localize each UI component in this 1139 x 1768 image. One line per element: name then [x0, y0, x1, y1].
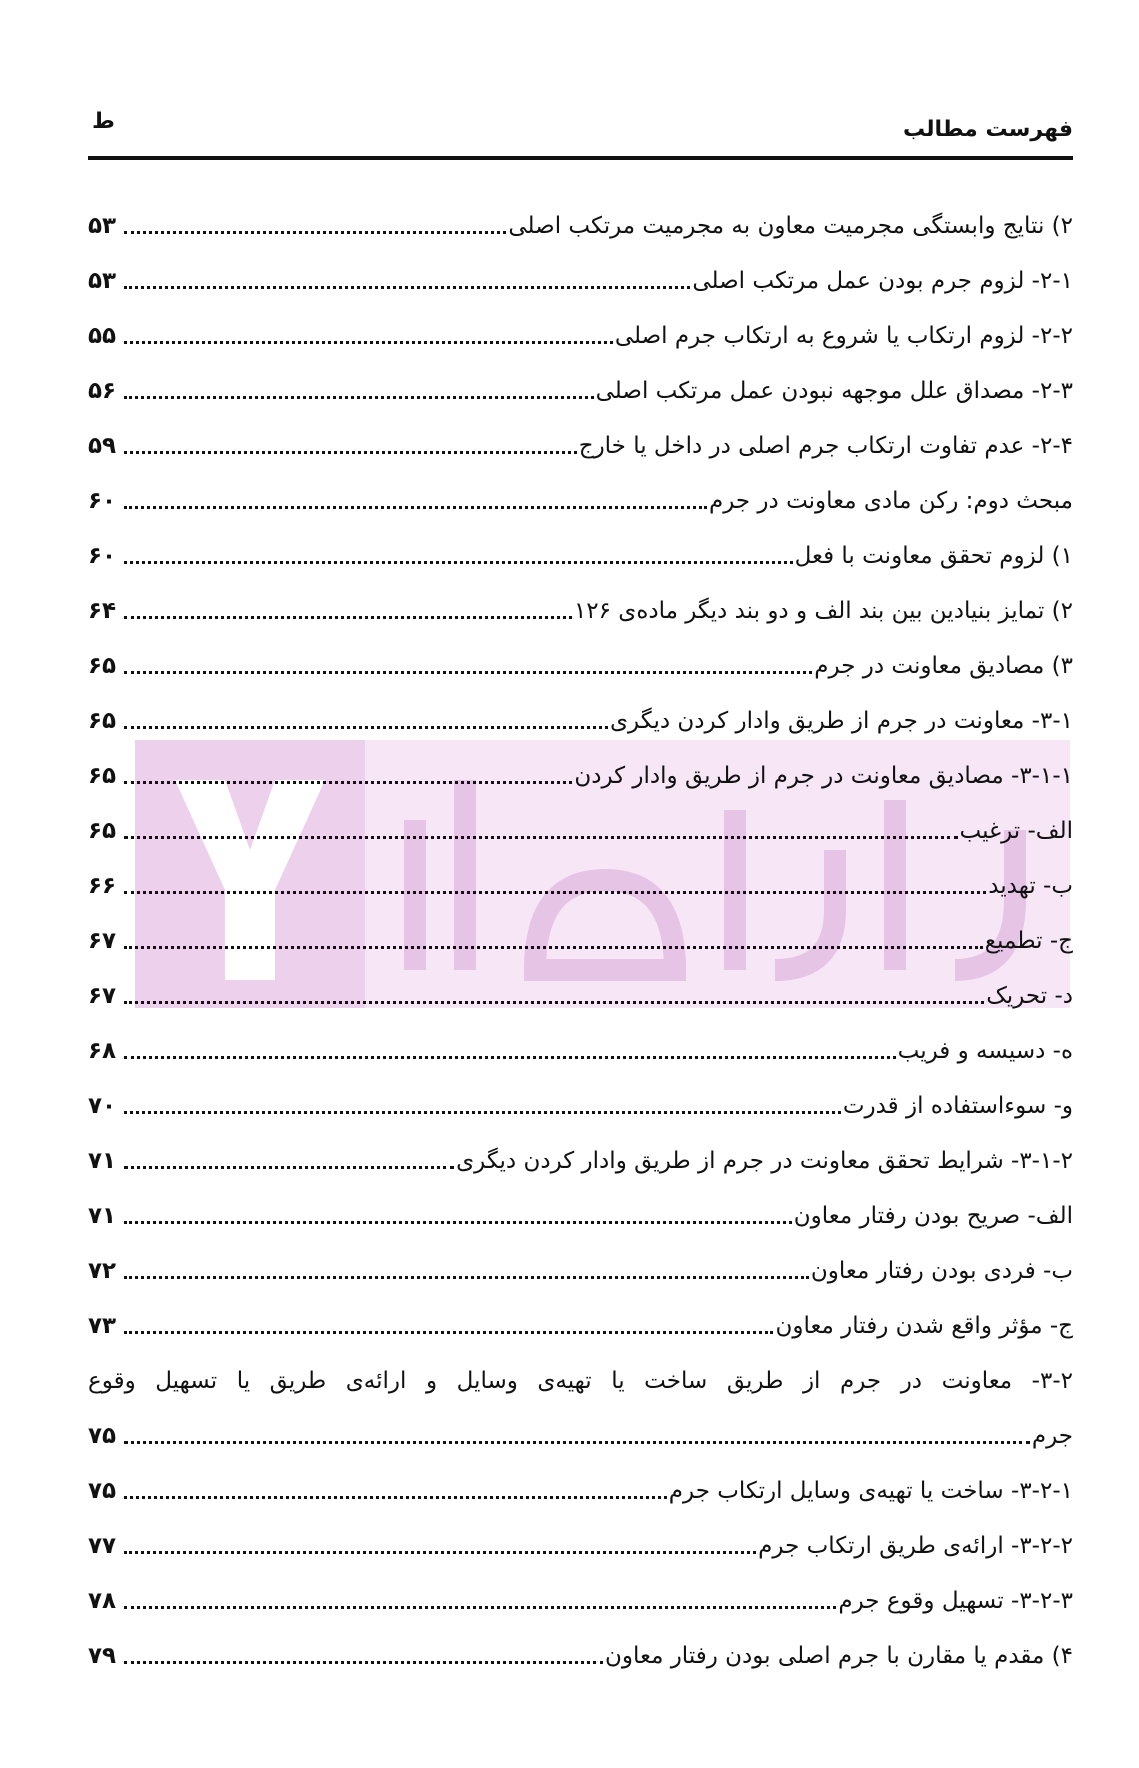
toc-entry-page: ۷۰: [88, 1093, 117, 1119]
toc-entry[interactable]: [88, 351, 1073, 406]
toc-entry-title: ۳-۲-۱- ساخت یا تهیه‌ی وسایل ارتکاب جرم: [668, 1478, 1073, 1504]
toc-entry-title: ۳) مصادیق معاونت در جرم: [814, 653, 1073, 679]
toc-entry-title: ۳-۲-۳- تسهیل وقوع جرم: [838, 1588, 1073, 1614]
toc-leader-dots: [124, 726, 608, 729]
toc-leader-dots: [124, 1551, 756, 1554]
toc-entry-title: ۴) مقدم یا مقارن با جرم اصلی بودن رفتار معاون: [604, 1643, 1073, 1669]
toc-leader-dots: [124, 506, 707, 509]
toc-entry-title: الف- ترغیب: [959, 818, 1073, 844]
toc-entry-page: ۵۶: [88, 378, 117, 404]
toc-entry-title: ب- فردی بودن رفتار معاون: [810, 1258, 1073, 1284]
toc-entry-title: ۳-۲- معاونت در جرم از طریق ساخت یا تهیه‌ی وسایل و ارائه‌ی طریق یا تسهیل وقوع: [88, 1368, 1073, 1394]
toc-entry[interactable]: [88, 1011, 1073, 1066]
toc-entry-page: ۶۶: [88, 873, 117, 899]
toc-entry[interactable]: [88, 296, 1073, 351]
toc-entry[interactable]: [88, 1396, 1073, 1451]
toc-entry[interactable]: [88, 1451, 1073, 1506]
toc-leader-dots: [124, 396, 594, 399]
toc-entry-title: و- سوءاستفاده از قدرت: [842, 1093, 1073, 1119]
toc-entry-title: ۲-۳- مصداق علل موجهه نبودن عمل مرتکب اصلی: [595, 378, 1073, 404]
toc-entry[interactable]: [88, 461, 1073, 516]
toc-entry-title: ۲-۱- لزوم جرم بودن عمل مرتکب اصلی: [692, 268, 1073, 294]
toc-entry-page: ۶۰: [88, 488, 117, 514]
toc-entry-title: ج- مؤثر واقع شدن رفتار معاون: [775, 1313, 1073, 1339]
toc-entry-page: ۷۲: [88, 1258, 117, 1284]
toc-entry-title: ج- تطمیع: [984, 928, 1073, 954]
toc-entry[interactable]: [88, 516, 1073, 571]
toc-leader-dots: [124, 451, 577, 454]
toc-entry[interactable]: [88, 1616, 1073, 1671]
toc-entry-title: ۳-۲-۲- ارائه‌ی طریق ارتکاب جرم: [758, 1533, 1073, 1559]
toc-leader-dots: [124, 1001, 984, 1004]
header-title: فهرست مطالب: [902, 117, 1073, 142]
toc-entry-page: ۷۵: [88, 1478, 117, 1504]
toc-entry-page: ۶۸: [88, 1038, 117, 1064]
toc-entry-title: ه- دسیسه و فریب: [897, 1038, 1073, 1064]
toc-entry-page: ۶۴: [88, 598, 117, 624]
toc-entry-title: ۳-۱- معاونت در جرم از طریق وادار کردن دیگری: [610, 708, 1073, 734]
toc-entry[interactable]: [88, 1506, 1073, 1561]
toc-entry-page: ۷۵: [88, 1423, 117, 1449]
toc-leader-dots: [124, 231, 506, 234]
toc-entry-page: ۷۳: [88, 1313, 117, 1339]
toc-entry-title: ۳-۱-۲- شرایط تحقق معاونت در جرم از طریق وادار کردن دیگری: [456, 1148, 1073, 1174]
toc-entry-title: ۳-۱-۱- مصادیق معاونت در جرم از طریق وادار کردن: [574, 763, 1073, 789]
toc-entry-title: ۲) نتایج وابستگی مجرمیت معاون به مجرمیت مرتکب اصلی: [508, 213, 1073, 239]
toc-entry[interactable]: [88, 736, 1073, 791]
toc-entry-page: ۶۵: [88, 708, 117, 734]
toc-leader-dots: [124, 616, 572, 619]
toc-entry[interactable]: [88, 791, 1073, 846]
toc-leader-dots: [124, 1111, 841, 1114]
toc-entry-title: د- تحریک: [986, 983, 1073, 1009]
toc-entry[interactable]: [88, 1066, 1073, 1121]
toc-entry[interactable]: [88, 571, 1073, 626]
toc-leader-dots: [124, 836, 958, 839]
header-page-number: ط: [92, 109, 115, 134]
toc-entry-title: ۲) تمایز بنیادین بین بند الف و دو بند دیگر ماده‌ی ۱۲۶: [573, 598, 1073, 624]
toc-leader-dots: [124, 1496, 667, 1499]
toc-entry-title: جرم: [1031, 1423, 1073, 1449]
toc-leader-dots: [124, 1221, 792, 1224]
toc-entry[interactable]: [88, 626, 1073, 681]
toc-leader-dots: [124, 1441, 1030, 1444]
toc-leader-dots: [124, 1606, 836, 1609]
toc-leader-dots: [124, 946, 983, 949]
toc-entry[interactable]: [88, 1121, 1073, 1176]
toc-entry-page: ۵۹: [88, 433, 117, 459]
toc-entry-title: ب- تهدید: [988, 873, 1073, 899]
toc-entry[interactable]: [88, 1176, 1073, 1231]
toc-entry[interactable]: [88, 1561, 1073, 1616]
toc-entry[interactable]: [88, 1286, 1073, 1341]
toc-entry-page: ۷۹: [88, 1643, 117, 1669]
toc-leader-dots: [124, 671, 812, 674]
toc-leader-dots: [124, 1661, 603, 1664]
toc-leader-dots: [124, 341, 613, 344]
toc-leader-dots: [124, 286, 690, 289]
toc-leader-dots: [124, 561, 793, 564]
toc-entry[interactable]: [88, 901, 1073, 956]
toc-entry[interactable]: [88, 846, 1073, 901]
toc-entry-page: ۷۸: [88, 1588, 117, 1614]
toc-entry[interactable]: [88, 681, 1073, 736]
toc-leader-dots: [124, 1331, 773, 1334]
toc-entry-page: ۶۰: [88, 543, 117, 569]
toc-entry-page: ۷۱: [88, 1203, 117, 1229]
toc-entry-title: الف- صریح بودن رفتار معاون: [793, 1203, 1073, 1229]
toc-entry-title: مبحث دوم: رکن مادی معاونت در جرم: [708, 488, 1073, 514]
toc-entry-page: ۵۵: [88, 323, 117, 349]
page-header: [88, 105, 1073, 149]
toc-entry-page: ۶۷: [88, 928, 117, 954]
toc-entry[interactable]: [88, 1231, 1073, 1286]
toc-leader-dots: [124, 1166, 454, 1169]
toc-entry[interactable]: [88, 956, 1073, 1011]
toc-entry-page: ۶۷: [88, 983, 117, 1009]
header-divider: [88, 156, 1073, 160]
toc-entry-page: ۶۵: [88, 818, 117, 844]
toc-leader-dots: [124, 781, 572, 784]
toc-leader-dots: [124, 1056, 896, 1059]
toc-entry[interactable]: [88, 406, 1073, 461]
toc-entry-page: ۷۷: [88, 1533, 117, 1559]
toc-entry[interactable]: [88, 241, 1073, 296]
toc-entry-title: ۲-۲- لزوم ارتکاب یا شروع به ارتکاب جرم اصلی: [614, 323, 1073, 349]
toc-entry-title: ۲-۴- عدم تفاوت ارتکاب جرم اصلی در داخل یا خارج: [578, 433, 1073, 459]
table-of-contents: [88, 186, 1073, 1671]
toc-entry-page: ۶۵: [88, 653, 117, 679]
toc-entry[interactable]: [88, 186, 1073, 241]
toc-entry-page: ۶۵: [88, 763, 117, 789]
toc-leader-dots: [124, 1276, 809, 1279]
toc-entry-page: ۵۳: [88, 213, 117, 239]
toc-leader-dots: [124, 891, 986, 894]
toc-entry-title: ۱) لزوم تحقق معاونت با فعل: [794, 543, 1073, 569]
toc-entry-page: ۵۳: [88, 268, 117, 294]
toc-entry-page: ۷۱: [88, 1148, 117, 1174]
toc-entry-wrapped-line[interactable]: [88, 1341, 1073, 1396]
